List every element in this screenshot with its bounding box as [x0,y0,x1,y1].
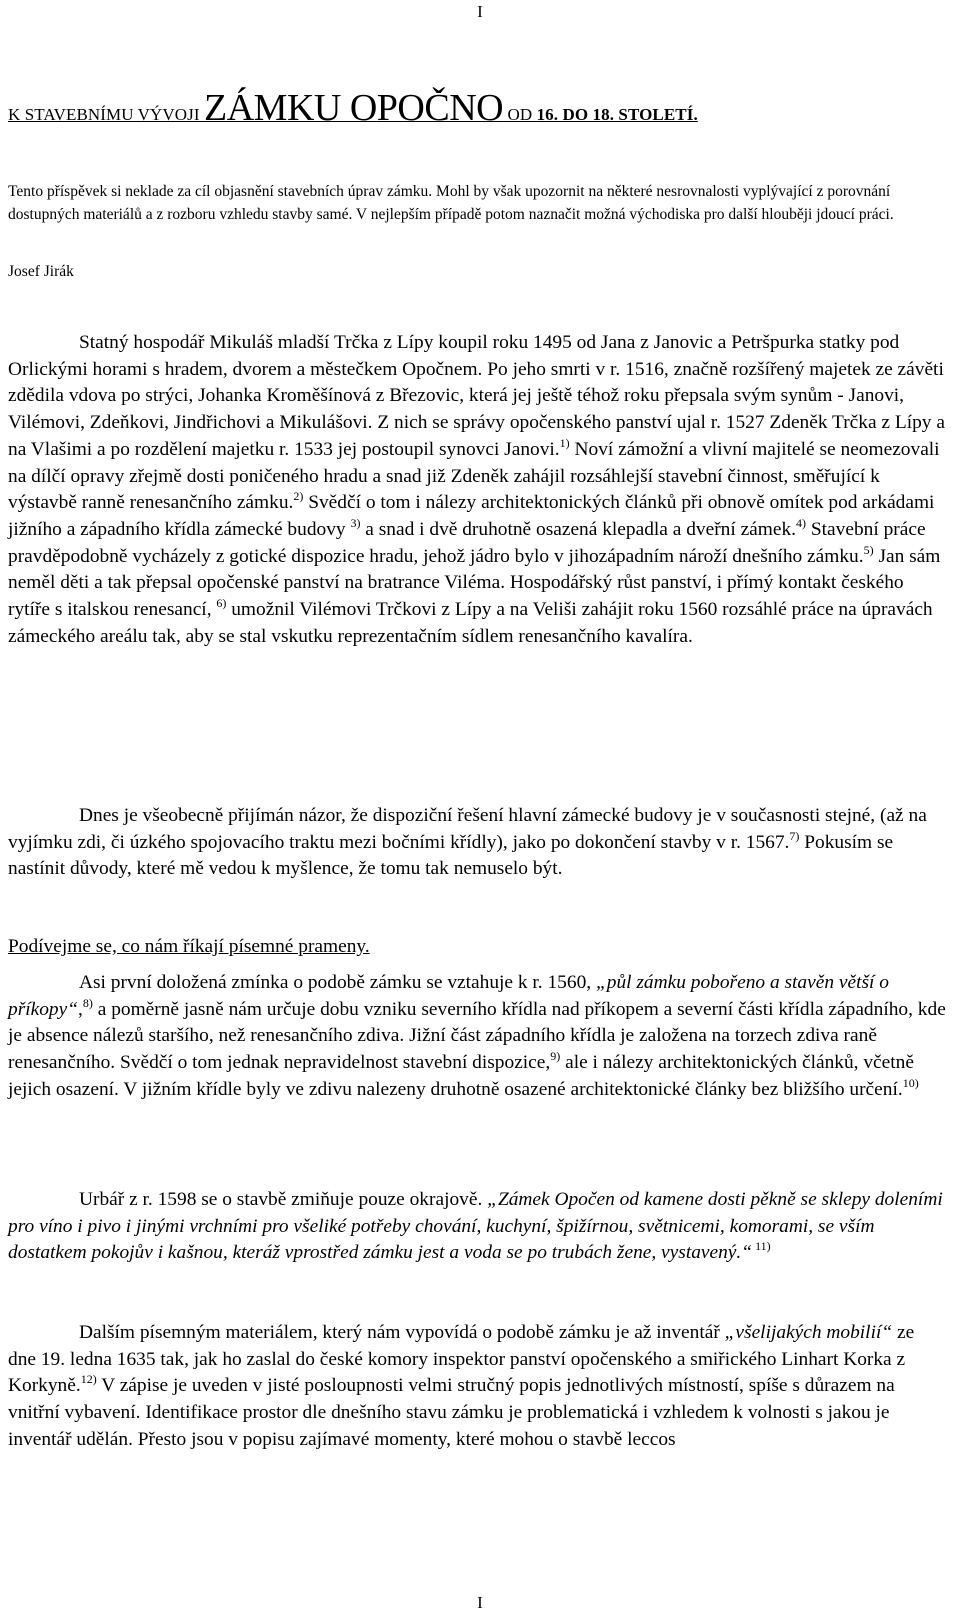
p6-text-2: ze dne 19. ledna 1635 tak, jak ho zaslal do české komory inspektor panství opočenského a smiřického Linhart Korka z Korkyně. [8,1322,915,1397]
paragraph-1 [8,330,946,650]
paragraph-2 [8,803,946,883]
p1-text-7: umožnil Vilémovi Trčkovi z Lípy a na Veliši zahájit roku 1560 rozsáhlé práce na úpravách zámeckého areálu tak, aby se stal vskutku reprezentačním sídlem renesančního kavalíra. [8,599,933,647]
footnote-ref-7: 7) [789,828,800,843]
p1-text-2: Noví zámožní a vlivní majitelé se neomezovali na dílčí opravy zřejmě dosti poničeného hradu a snad již Zdeněk zahájil rozsáhlejší stavební činnost, směřující k výstavbě ranně renesančního zámku. [8,438,940,514]
paragraph-3 [8,970,946,1104]
p1-text-6: Jan sám neměl děti a tak přepsal opočenské panství na bratrance Viléma. Hospodářský růst panství, i přímý kontakt českého rytíře s italskou renesancí, [8,545,941,621]
p4-text-1: Asi první doložená zmínka o podobě zámku se vztahuje k r. 1560, [79,972,596,993]
page-number-top: I [477,2,483,21]
title-part-4: OD [503,105,537,124]
footnote-ref-8: 8) [82,995,93,1010]
p6-text-1: Dalším písemným materiálem, který nám vypovídá o podobě zámku je až inventář [79,1322,725,1343]
p6-text-3: V zápise je uveden v jisté posloupnosti velmi stručný popis jednotlivých místností, spíše s důrazem na vnitřní vybavení. Identifikace prostor dle dnešního stavu zámku je problematická i vzhledem k volnosti s jakou je inventář udělán. Přesto jsou v popisu zajímavé momenty, které mohou o stavbě leccos [8,1375,895,1450]
p4-text-2: , [78,998,83,1020]
footnote-ref-6: 6) [216,596,227,611]
footnote-ref-9: 9) [550,1049,561,1064]
title-part-1: K STAVEBNÍMU VÝVOJI [8,105,204,124]
footnote-ref-5: 5) [863,542,874,557]
p4-quote: „půl zámku pobořeno a stavěn větší o příkopy“ [8,972,889,1020]
p4-text-3: a poměrně jasně nám určuje dobu vzniku severního křídla nad příkopem a severní části křídla západního, kde je absence nálezů staršího, než renesančního zdiva. Jižní část západního křídla je založena na torzech zdiva raně renesančního. Svědčí o tom jednak nepravidelnost stavební dispozice, [8,998,946,1074]
p1-text-1: Statný hospodář Mikuláš mladší Trčka z Lípy koupil roku 1495 od Jana z Janovic a Petršpurka statky pod Orlickými horami s hradem, dvorem a městečkem Opočnem. Po jeho smrti v r. 1516, značně rozšířený majetek ze závěti zdědila vdova po strýci, Johanka Kroměšínová z Březovic, která jej ještě téhož roku přepsala svým synům - Janovi, Vilémovi, Zdeňkovi, Jindřichovi a Mikulášovi. Z nich se správy opočenského panství ujal r. 1527 Zdeněk Trčka z Lípy a na Vlašimi a po rozdělení majetku r. 1533 jej postoupil synovci Janovi. [8,332,945,460]
footnote-ref-11: 11) [752,1239,771,1254]
section-heading: Podívejme se, co nám říkají písemné prameny. [8,936,370,957]
footnote-ref-12: 12) [80,1372,97,1387]
author-name: Josef Jirák [8,263,74,280]
page-number-bottom: I [477,1593,483,1612]
title-part-5: 16. DO 18. STOLETÍ. [536,105,698,124]
p5-quote: „Zámek Opočen od kamene dosti pěkně se sklepy doleními pro víno i pivo i jinými vrchními pro všeliké potřeby chování, kuchyní, špižírnou, světnicemi, komorami, se vším dostatkem pokojův i kašnou, kteráž vprostřed zámku jest a voda se po trubách žene, vystavený.“ [8,1189,943,1264]
p1-text-5: Stavební práce pravděpodobně vycházely z gotické dispozice hradu, jehož jádro bylo v jihozápadním nároží dnešního zámku. [8,518,926,567]
paragraph-5 [8,1320,946,1454]
p5-text-1: Urbář z r. 1598 se o stavbě zmiňuje pouze okrajově. [79,1189,488,1210]
footnote-ref-2: 2) [293,489,304,504]
intro-paragraph: Tento příspěvek si neklade za cíl objasnění stavebních úprav zámku. Mohl by však upozornit na některé nesrovnalosti vyplývající z porovnání dostupných materiálů a z rozboru vzhledu stavby samé. V nejlepším případě potom naznačit možná východiska pro další hlouběji jdoucí práci. [8,183,894,223]
p2-text-1: Dnes je všeobecně přijímán názor, že dispoziční řešení hlavní zámecké budovy je v současnosti stejné, (až na vyjímku zdi, či úzkého spojovacího traktu mezi bočními křídly), jako po dokončení stavby v r. 1567. [8,805,927,853]
p1-text-3: Svědčí o tom i nálezy architektonických článků při obnově omítek pod arkádami jižního a západního křídla zámecké budovy [8,492,935,540]
footnote-ref-10: 10) [902,1075,919,1090]
footnote-ref-3: 3) [350,515,361,530]
p2-text-2: Pokusím se nastínit důvody, které mě vedou k myšlence, že tomu tak nemuselo být. [8,831,894,880]
p6-quote: „všelijakých mobilií“ [724,1322,893,1343]
p1-text-4: a snad i dvě druhotně osazená klepadla a dveřní zámek. [360,518,797,540]
paragraph-4 [8,1187,946,1267]
title-part-2: ZÁMKU O [204,87,377,129]
footnote-ref-1: 1) [559,435,570,450]
p4-text-4: ale i nálezy architektonických článků, včetně jejich osazení. V jižním křídle byly ve zdivu nalezeny druhotně osazené architektonické články bez bližšího určení. [8,1052,914,1100]
document-title [8,86,698,130]
title-part-3: POČNO [376,87,504,129]
footnote-ref-4: 4) [796,515,807,530]
